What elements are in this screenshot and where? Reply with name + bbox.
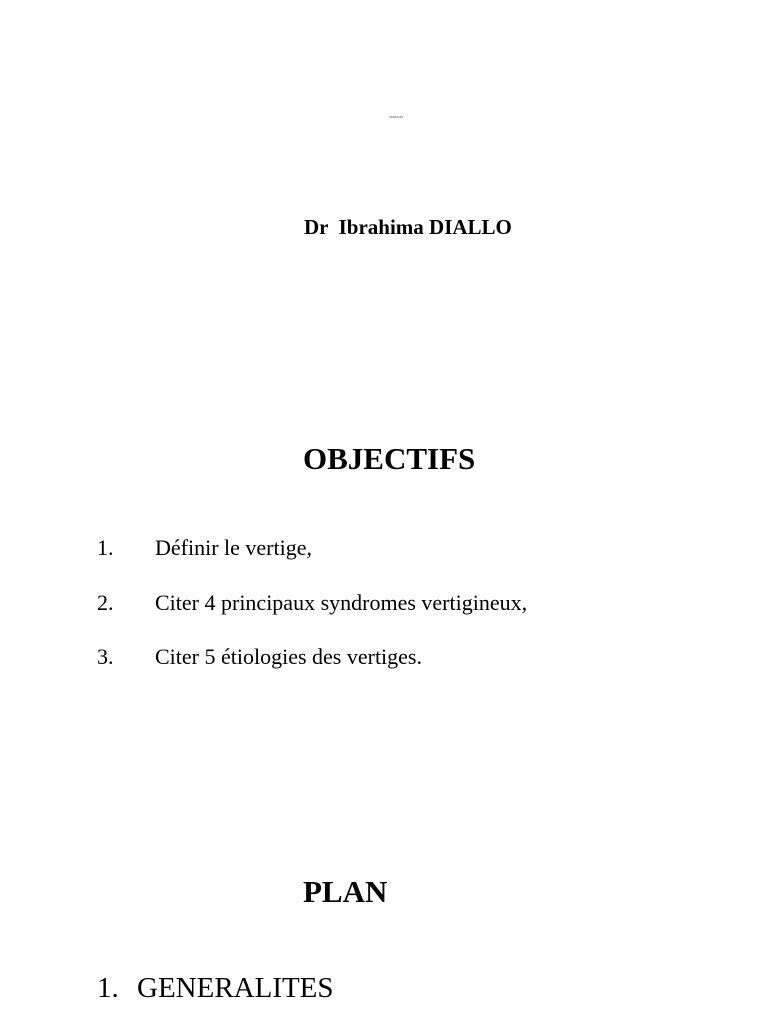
objective-number: 1. [97,535,114,560]
objective-text: Définir le vertige, [155,535,312,560]
plan-item-text: GENERALITES [137,972,334,1004]
plan-item-number: 1. [97,972,119,1004]
author-name: Dr Ibrahima DIALLO [304,215,512,239]
objective-number: 2. [97,589,114,615]
objective-text: Citer 4 principaux syndromes vertigineux, [155,589,528,615]
plan-heading: PLAN [303,874,388,909]
objective-number: 3. [97,644,114,669]
document-header-title: VERTIGES [388,115,404,119]
objectives-heading: OBJECTIFS [303,441,476,476]
objective-text: Citer 5 étiologies des vertiges. [155,644,422,669]
plan-item [97,970,334,1006]
